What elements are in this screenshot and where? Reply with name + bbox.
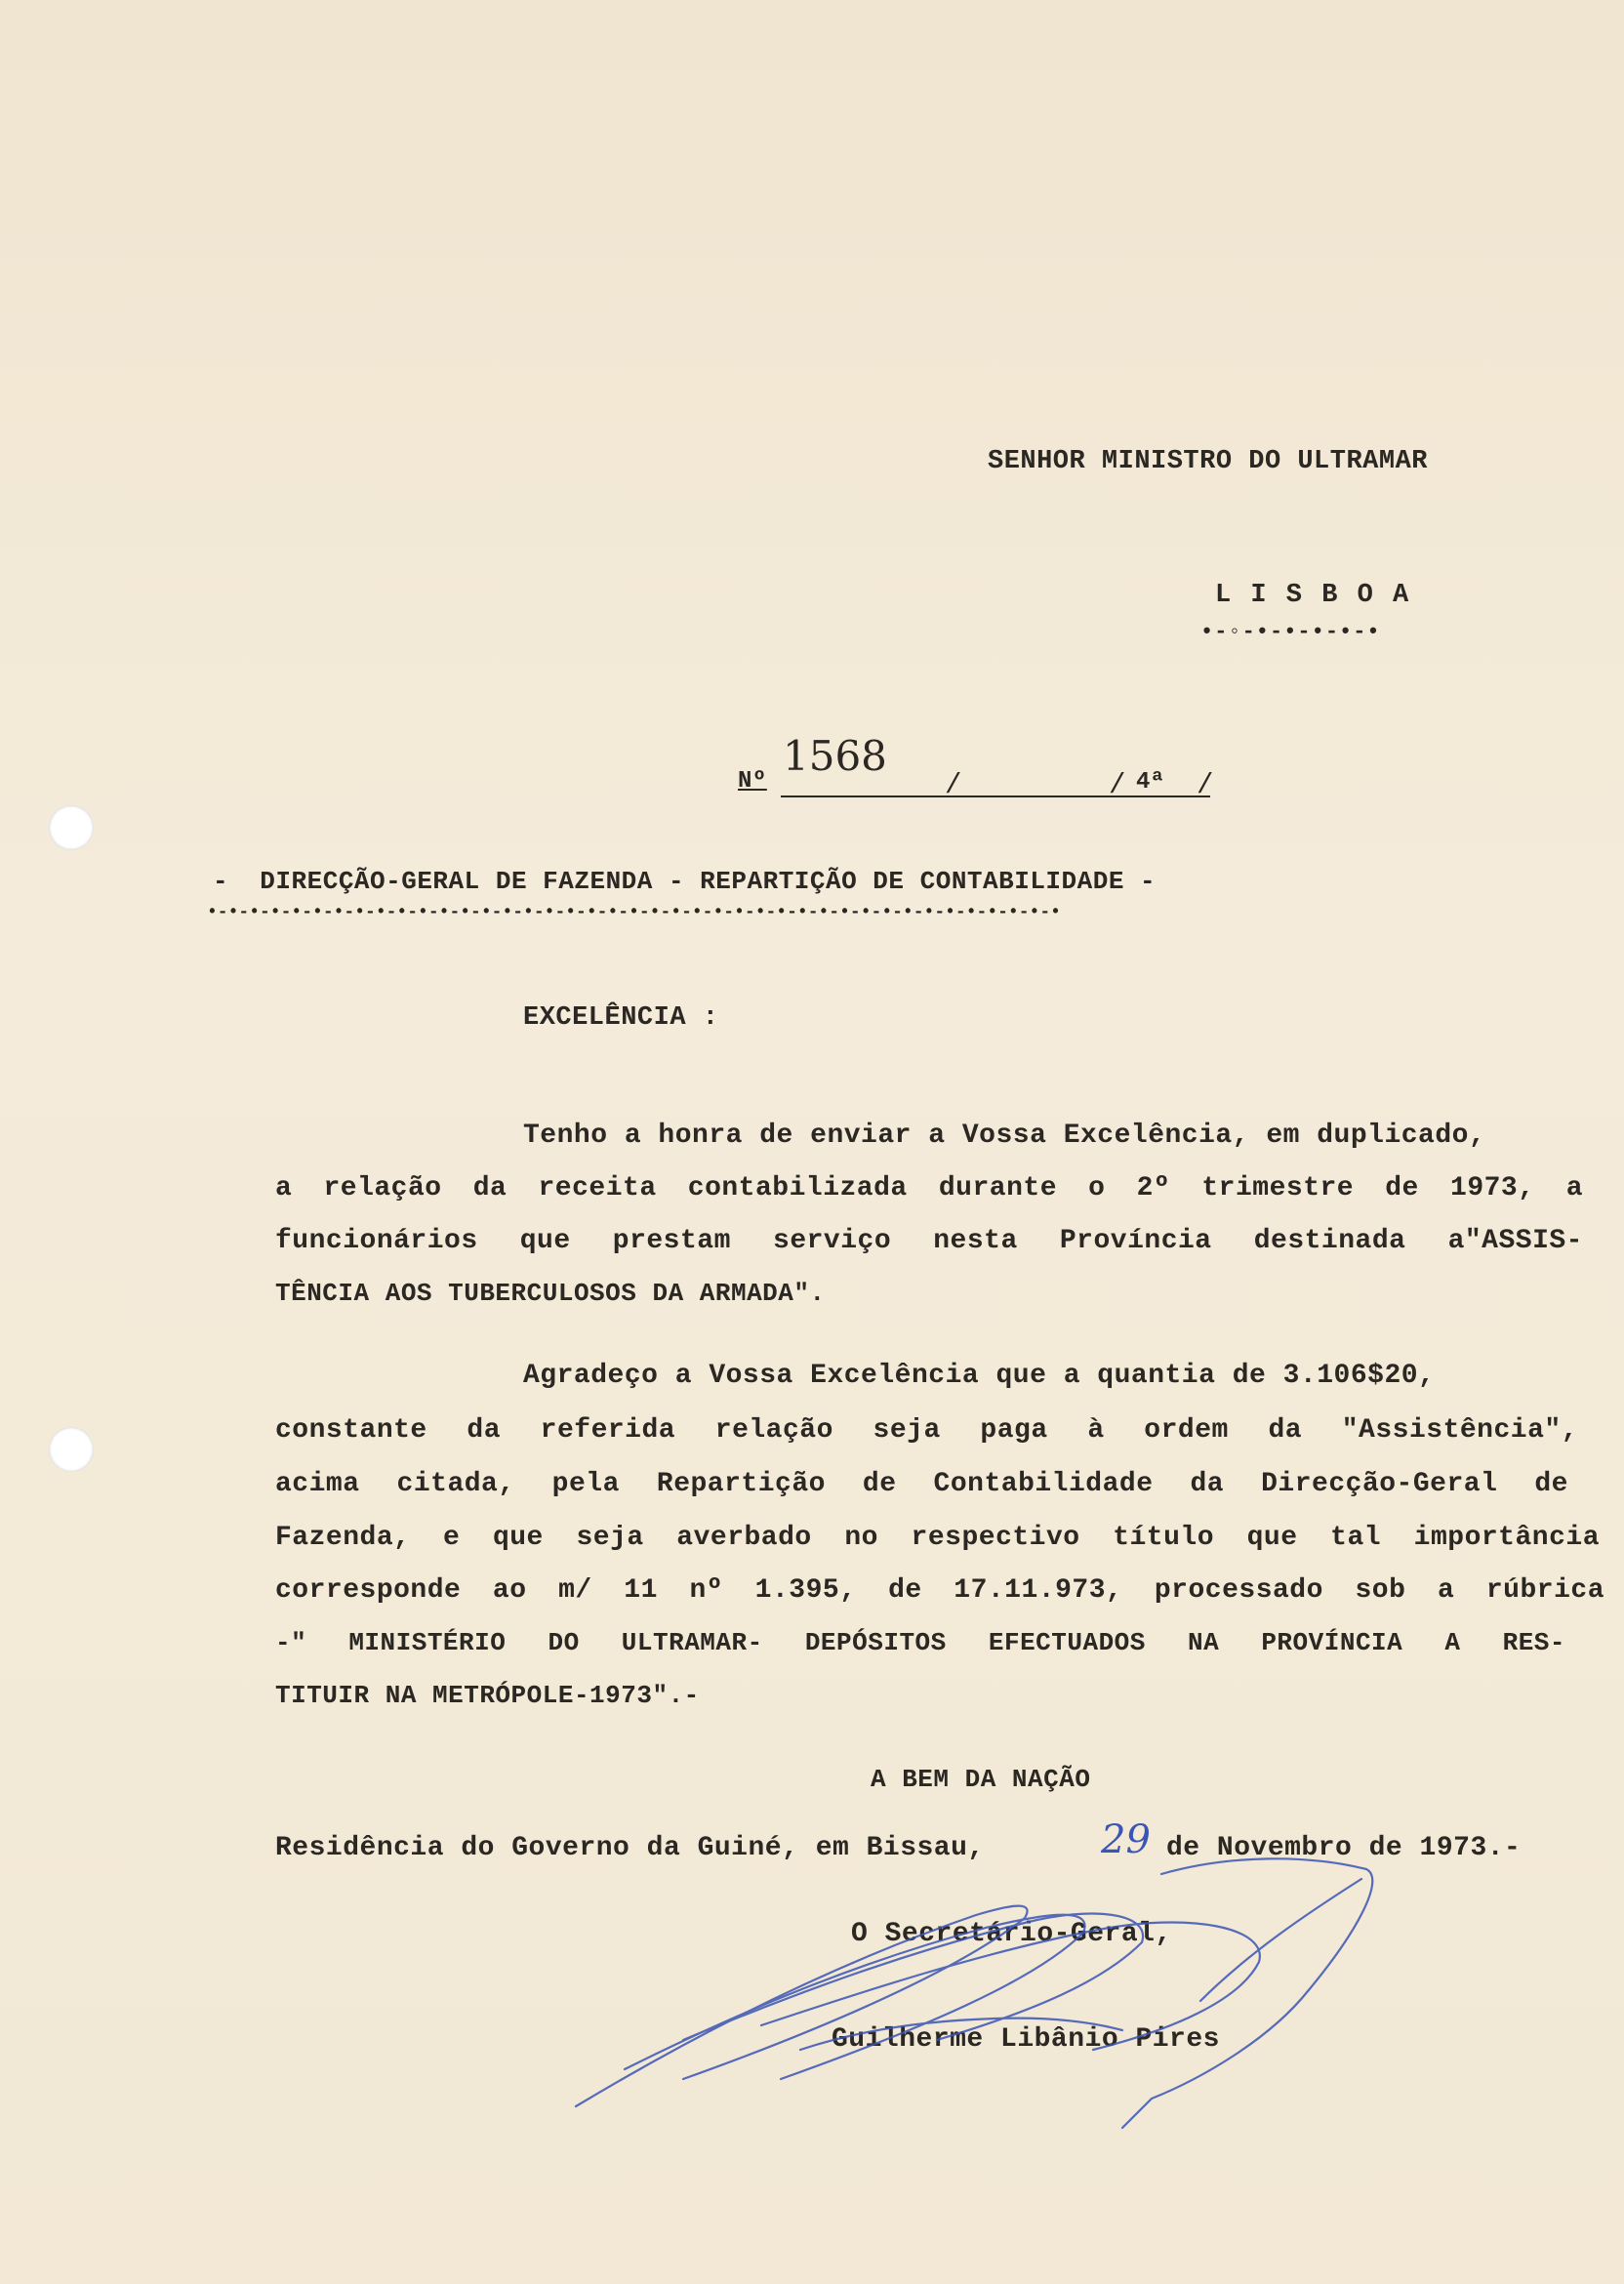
p2-line-1: Agradeço a Vossa Excelência que a quantia de 3.106$20, (523, 1361, 1436, 1391)
p2-line-3: acima citada, pela Repartição de Contabilidade da Direcção-Geral de (275, 1469, 1568, 1499)
closing-place-date-prefix: Residência do Governo da Guiné, em Bissau, (275, 1833, 985, 1863)
reference-number: 1568 (783, 732, 887, 780)
reference-separator-3: / (1197, 769, 1214, 801)
p2-line-4: Fazenda, e que seja averbado no respectivo título que tal importância (275, 1523, 1600, 1553)
reference-separator-1: / (945, 769, 962, 801)
p2-line-7: TITUIR NA METRÓPOLE-1973".- (275, 1681, 700, 1710)
p1-line-3: funcionários que prestam serviço nesta Província destinada a"ASSIS- (275, 1226, 1583, 1256)
department-heading: - DIRECÇÃO-GERAL DE FAZENDA - REPARTIÇÃO DE CONTABILIDADE - (213, 867, 1157, 896)
addressee-city-underline: •-◦-•-•-•-•-• (1200, 620, 1381, 644)
closing-motto: A BEM DA NAÇÃO (871, 1765, 1091, 1794)
p1-line-1: Tenho a honra de enviar a Vossa Excelência, em duplicado, (523, 1121, 1486, 1151)
department-underline: •-•-•-•-•-•-•-•-•-•-•-•-•-•-•-•-•-•-•-•-•-•-•-•-•-•-•-•-•-•-•-•-•-•-•-•-•-•-•-•-• (207, 903, 1061, 922)
p1-line-4: TÊNCIA AOS TUBERCULOSOS DA ARMADA". (275, 1279, 826, 1308)
closing-place-date-suffix: de Novembro de 1973.- (1166, 1833, 1522, 1863)
p2-line-5: corresponde ao m/ 11 nº 1.395, de 17.11.973, processado sob a rúbrica (275, 1575, 1604, 1606)
closing-day-handwritten: 29 (1101, 1817, 1151, 1862)
reference-separator-2: / (1109, 769, 1126, 801)
p1-line-2: a relação da receita contabilizada durante o 2º trimestre de 1973, a (275, 1173, 1583, 1203)
reference-section: 4ª (1136, 769, 1165, 795)
reference-prefix: Nº (738, 768, 767, 795)
salutation: EXCELÊNCIA : (523, 1003, 719, 1033)
closing-role: O Secretário-Geral, (851, 1919, 1172, 1949)
p2-line-6: -" MINISTÉRIO DO ULTRAMAR- DEPÓSITOS EFECTUADOS NA PROVÍNCIA A RES- (275, 1628, 1565, 1657)
addressee-title: SENHOR MINISTRO DO ULTRAMAR (988, 447, 1428, 476)
p2-line-2: constante da referida relação seja paga à ordem da "Assistência", (275, 1415, 1578, 1446)
closing-name: Guilherme Libânio Pires (832, 2024, 1220, 2055)
addressee-city: L I S B O A (1215, 581, 1411, 610)
